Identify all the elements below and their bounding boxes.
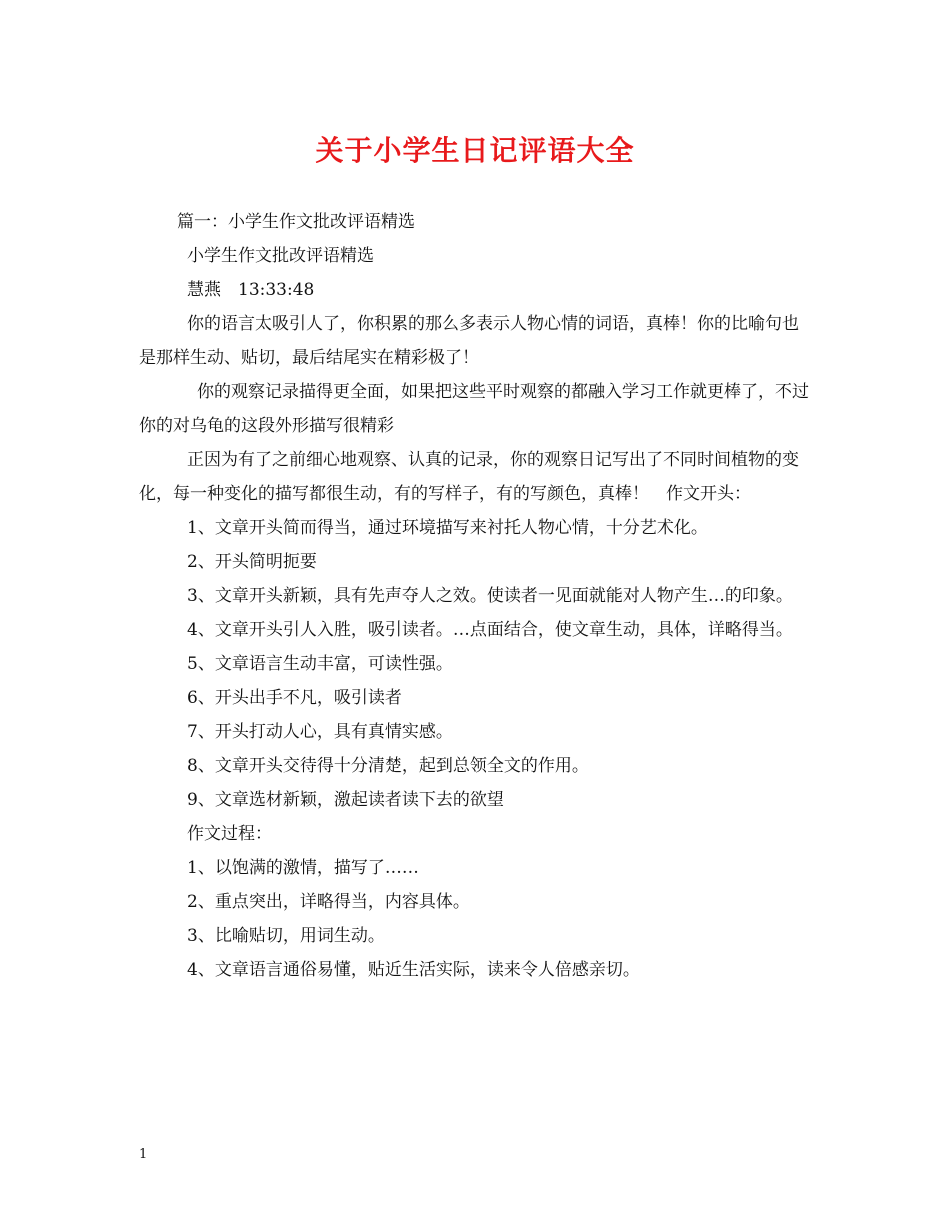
list-item: 3、比喻贴切，用词生动。	[187, 926, 385, 946]
document-body	[139, 205, 815, 987]
list-item: 5、文章语言生动丰富，可读性强。	[187, 654, 453, 674]
list-item: 2、重点突出，详略得当，内容具体。	[187, 892, 470, 912]
author-timestamp: 慧燕 13:33:48	[187, 280, 315, 300]
list-item: 6、开头出手不凡，吸引读者	[187, 688, 402, 708]
list-item: 8、文章开头交待得十分清楚，起到总领全文的作用。	[187, 756, 589, 776]
page-number: 1	[139, 1147, 148, 1162]
list-item: 4、文章语言通俗易懂，贴近生活实际，读来令人倍感亲切。	[187, 960, 640, 980]
list-item: 1、文章开头简而得当，通过环境描写来衬托人物心情，十分艺术化。	[187, 518, 708, 538]
list-item: 3、文章开头新颖，具有先声夺人之效。使读者一见面就能对人物产生…的印象。	[187, 586, 793, 606]
list-item: 7、开头打动人心，具有真情实感。	[187, 722, 453, 742]
section-label: 作文过程：	[187, 824, 272, 844]
list-item: 4、文章开头引人入胜，吸引读者。…点面结合，使文章生动，具体，详略得当。	[187, 620, 793, 640]
list-item: 1、以饱满的激情，描写了……	[187, 858, 419, 878]
paragraph: 你的语言太吸引人了，你积累的那么多表示人物心情的词语，真棒！你的比喻句也是那样生动、贴切，最后结尾实在精彩极了！	[139, 314, 799, 368]
subtitle: 小学生作文批改评语精选	[187, 246, 374, 266]
paragraph: 正因为有了之前细心地观察、认真的记录，你的观察日记写出了不同时间植物的变化，每一种变化的描写都很生动，有的写样子，有的写颜色，真棒！ 作文开头：	[139, 450, 799, 504]
list-item: 2、开头简明扼要	[187, 552, 317, 572]
document-title: 关于小学生日记评语大全	[315, 134, 635, 167]
list-item: 9、文章选材新颖，激起读者读下去的欲望	[187, 790, 504, 810]
paragraph: 你的观察记录描得更全面，如果把这些平时观察的都融入学习工作就更棒了，不过你的对乌龟的这段外形描写很精彩	[139, 382, 809, 436]
section-heading: 篇一：小学生作文批改评语精选	[177, 212, 415, 232]
